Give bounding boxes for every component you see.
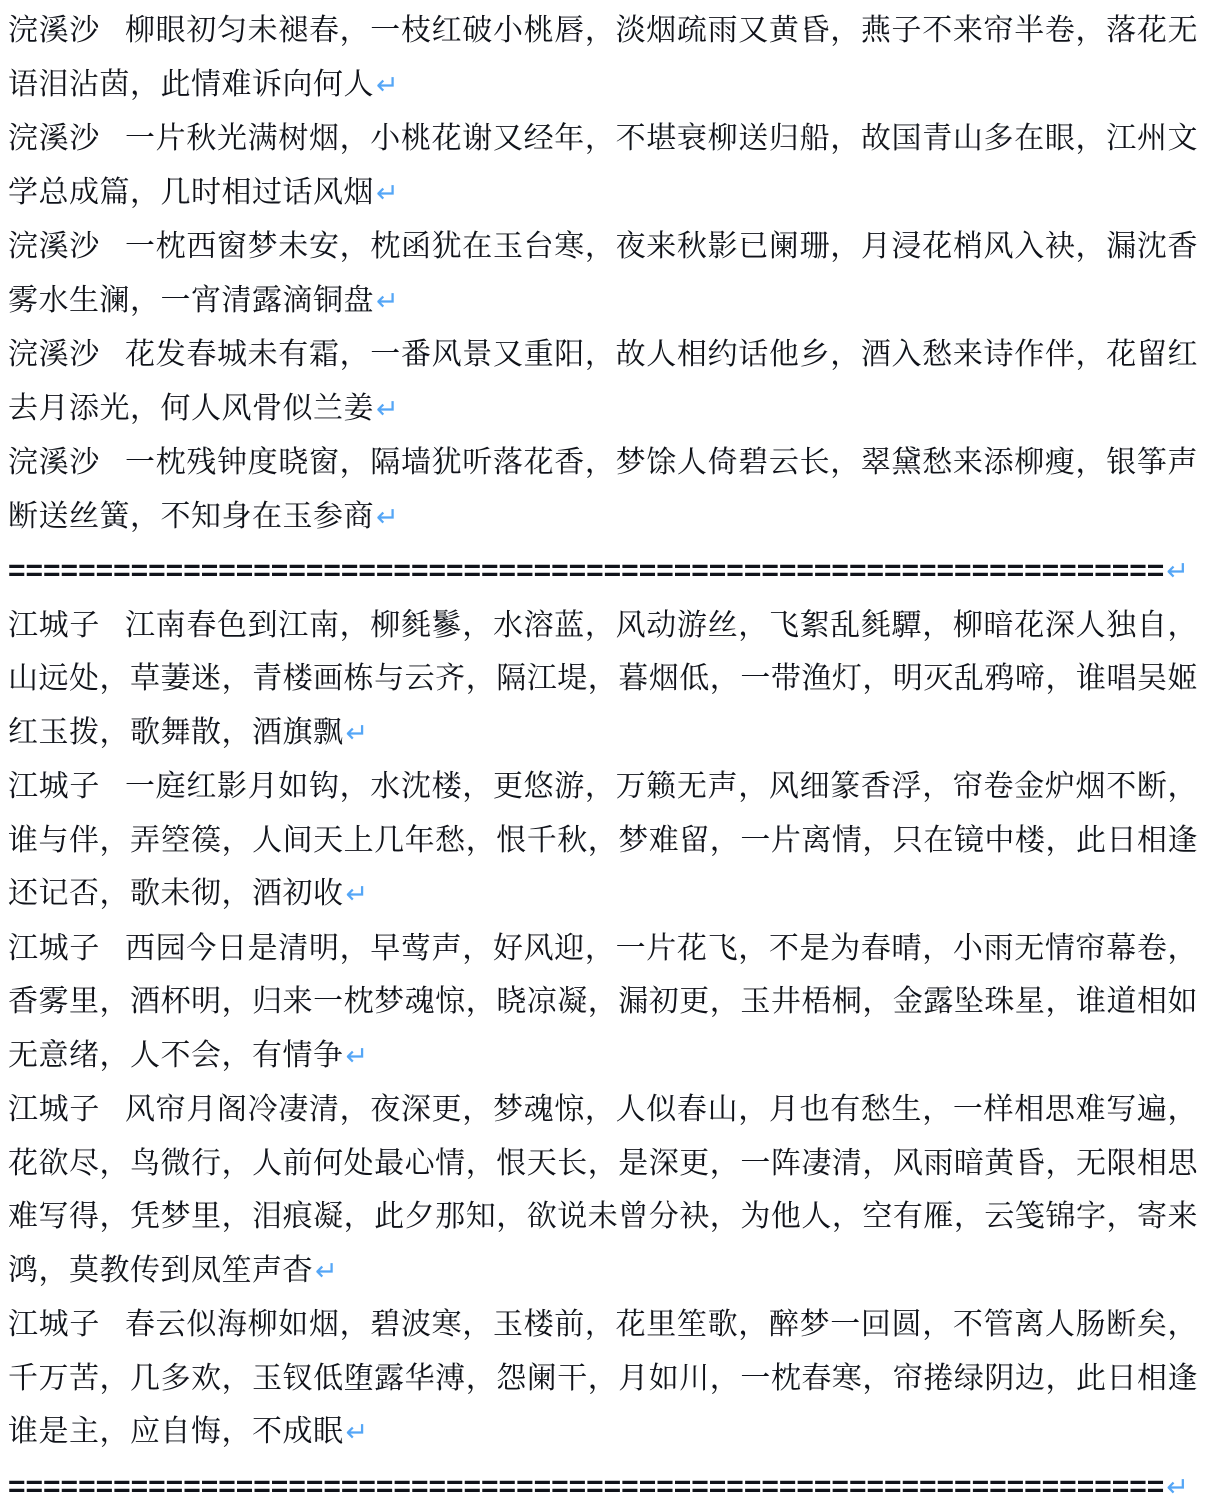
- paragraph-text: ==================================================================: [8, 1469, 1165, 1503]
- paragraph: [8, 1083, 1198, 1298]
- paragraph: [8, 922, 1198, 1084]
- paragraph-mark-icon: ↵: [345, 879, 369, 910]
- tune-title: 江城子: [8, 608, 100, 642]
- paragraph: [8, 4, 1198, 112]
- paragraph-mark-icon: ↵: [376, 285, 400, 317]
- paragraph-mark-icon: ↵: [1166, 556, 1190, 587]
- paragraph-text: 花发春城未有霜，一番风景又重阳，故人相约话他乡，酒入愁来诗作伴，花留红去月添光，何人风骨似兰姜: [8, 338, 1199, 425]
- paragraph-mark-icon: ↵: [376, 501, 400, 533]
- tune-title: 江城子: [8, 931, 100, 965]
- paragraph: [8, 599, 1198, 761]
- paragraph-text: 柳眼初匀未褪春，一枝红破小桃唇，淡烟疏雨又黄昏，燕子不来帘半卷，落花无语泪沾茵，此情难诉向何人: [8, 14, 1199, 101]
- paragraph-mark-icon: ↵: [345, 717, 369, 749]
- paragraph-text: ==================================================================: [8, 554, 1165, 587]
- paragraph: [8, 544, 1198, 599]
- paragraph-text: 风帘月阁冷凄清，夜深更，梦魂惊，人似春山，月也有愁生，一样相思难写遍，花欲尽，鸟微行，人前何处最心情，恨天长，是深更，一阵凄清，风雨暗黄昏，无限相思难写得，凭梦里，泪痕凝，此夕那知，欲说未曾分袂，为他人，空有雁，云笺锦字，寄来鸿，莫教传到凤笙声杳: [8, 1093, 1199, 1287]
- paragraph-mark-icon: ↵: [1166, 1471, 1190, 1503]
- tune-title: 江城子: [8, 1093, 100, 1126]
- paragraph-text: 江南春色到江南，柳毵鬖，水溶蓝，风动游丝，飞絮乱毵驔，柳暗花深人独自，山远处，草萋迷，青楼画栋与云齐，隔江堤，暮烟低，一带渔灯，明灭乱鸦啼，谁唱吴姬红玉拨，歌舞散，酒旗飘: [8, 608, 1199, 749]
- paragraph-text: 一庭红影月如钩，水沈楼，更悠游，万籁无声，风细篆香浮，帘卷金炉烟不断，谁与伴，弄箜篌，人间天上几年愁，恨千秋，梦难留，一片离情，只在镜中楼，此日相逢还记否，歌未彻，酒初收: [8, 770, 1199, 910]
- tune-title: 浣溪沙: [8, 230, 100, 263]
- tune-title: 浣溪沙: [8, 338, 100, 371]
- paragraph-text: 春云似海柳如烟，碧波寒，玉楼前，花里笙歌，醉梦一回圆，不管离人肠断矣，千万苦，几多欢，玉钗低堕露华溥，怨阑干，月如川，一枕春寒，帘捲绿阴边，此日相逢谁是主，应自悔，不成眠: [8, 1308, 1199, 1448]
- paragraph-mark-icon: ↵: [376, 393, 400, 425]
- paragraph-text: 西园今日是清明，早莺声，好风迎，一片花飞，不是为春晴，小雨无情帘幕卷，香雾里，酒杯明，归来一枕梦魂惊，晓凉凝，漏初更，玉井梧桐，金露坠珠星，谁道相如无意绪，人不会，有情争: [8, 931, 1199, 1072]
- tune-title: 浣溪沙: [8, 122, 100, 155]
- paragraph-mark-icon: ↵: [345, 1040, 369, 1072]
- paragraph: [8, 328, 1198, 436]
- tune-title: 江城子: [8, 1308, 100, 1341]
- tune-title: 浣溪沙: [8, 14, 100, 47]
- paragraph: [8, 1460, 1198, 1506]
- paragraph-mark-icon: ↵: [345, 1417, 369, 1448]
- paragraph-mark-icon: ↵: [315, 1255, 339, 1287]
- paragraph: [8, 436, 1198, 544]
- tune-title: 浣溪沙: [8, 446, 100, 479]
- paragraph-mark-icon: ↵: [376, 69, 400, 101]
- tune-title: 江城子: [8, 770, 100, 803]
- paragraph-text: 一枕残钟度晓窗，隔墙犹听落花香，梦馀人倚碧云长，翠黛愁来添柳瘦，银筝声断送丝簧，不知身在玉参商: [8, 446, 1199, 533]
- paragraph: [8, 1298, 1198, 1460]
- paragraph-mark-icon: ↵: [376, 177, 400, 209]
- paragraph: [8, 220, 1198, 328]
- paragraph: [8, 112, 1198, 220]
- paragraph-text: 一枕西窗梦未安，枕函犹在玉台寒，夜来秋影已阑珊，月浸花梢风入袂，漏沈香雾水生澜，一宵清露滴铜盘: [8, 230, 1199, 317]
- paragraph: [8, 760, 1198, 922]
- paragraph-text: 一片秋光满树烟，小桃花谢又经年，不堪衰柳送归船，故国青山多在眼，江州文学总成篇，几时相过话风烟: [8, 122, 1199, 209]
